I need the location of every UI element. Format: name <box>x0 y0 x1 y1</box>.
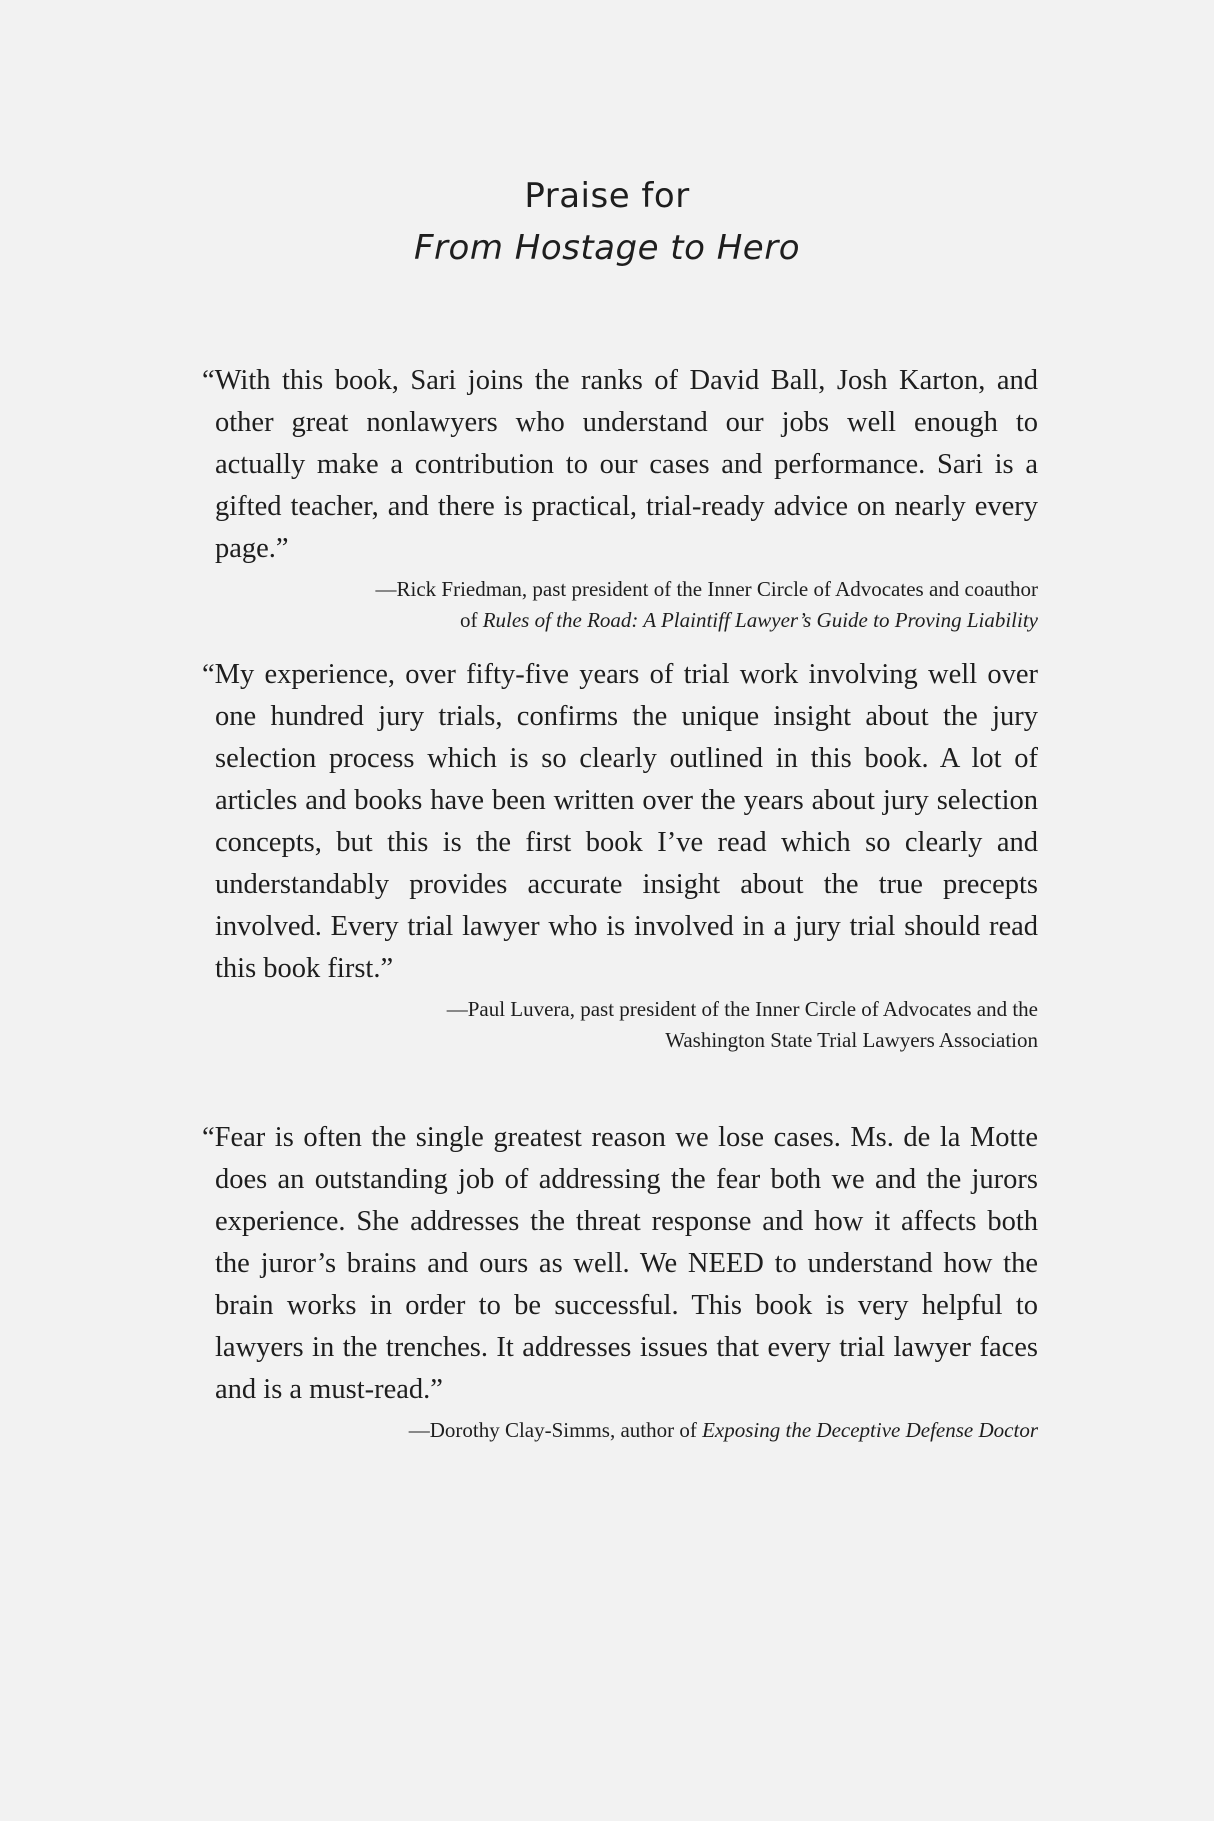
blurb-quote: “My experience, over fifty-five years of trial work involving well over one hundred jury trials, confirms the unique insight about the jury selection process which is so clearly outlined in this book. A lot of articles and books have been written over the years about jury selection concepts, but this is the first book I’ve read which so clearly and understandably provides accurate insight about the true precepts involved. Every trial lawyer who is involved in a jury trial should read this book first.” <box>202 659 1038 984</box>
praise-blurb-luvera <box>202 654 1038 1056</box>
attribution-prefix: —Dorothy Clay-Simms, author of <box>408 1418 703 1442</box>
praise-blurb-clay-simms <box>202 1117 1038 1446</box>
attribution-book-title: Rules of the Road: A Plaintiff Lawyer’s Guide to Proving Liability <box>482 608 1038 632</box>
blurb-quote: “With this book, Sari joins the ranks of David Ball, Josh Karton, and other great nonlawyers who understand our jobs well enough to actually make a contribution to our cases and performance. Sari is a gifted teacher, and there is practical, trial-ready advice on nearly every page.” <box>202 365 1038 564</box>
praise-blurb-friedman <box>202 360 1038 636</box>
blurb-quote: “Fear is often the single greatest reason we lose cases. Ms. de la Motte does an outstanding job of addressing the fear both we and the jurors experience. She addresses the threat response and how it affects both the juror’s brains and ours as well. We NEED to understand how the brain works in order to be successful. This book is very helpful to lawyers in the trenches. It addresses issues that every trial lawyer faces and is a must-read.” <box>202 1122 1038 1405</box>
attribution-prefix: of <box>459 608 483 632</box>
blurb-attribution <box>202 994 1038 1056</box>
attribution-line: —Rick Friedman, past president of the Inner Circle of Advocates and coauthor <box>375 577 1038 601</box>
attribution-line <box>202 1415 1038 1446</box>
blurb-attribution <box>202 574 1038 636</box>
blurb-attribution <box>202 1415 1038 1446</box>
page-heading <box>0 170 1214 274</box>
heading-book-title: From Hostage to Hero <box>413 228 801 268</box>
heading-praise-for: Praise for <box>524 176 690 216</box>
attribution-line <box>202 605 1038 636</box>
attribution-book-title: Exposing the Deceptive Defense Doctor <box>702 1418 1038 1442</box>
attribution-line: Washington State Trial Lawyers Association <box>665 1028 1038 1052</box>
attribution-line: —Paul Luvera, past president of the Inner Circle of Advocates and the <box>446 997 1038 1021</box>
